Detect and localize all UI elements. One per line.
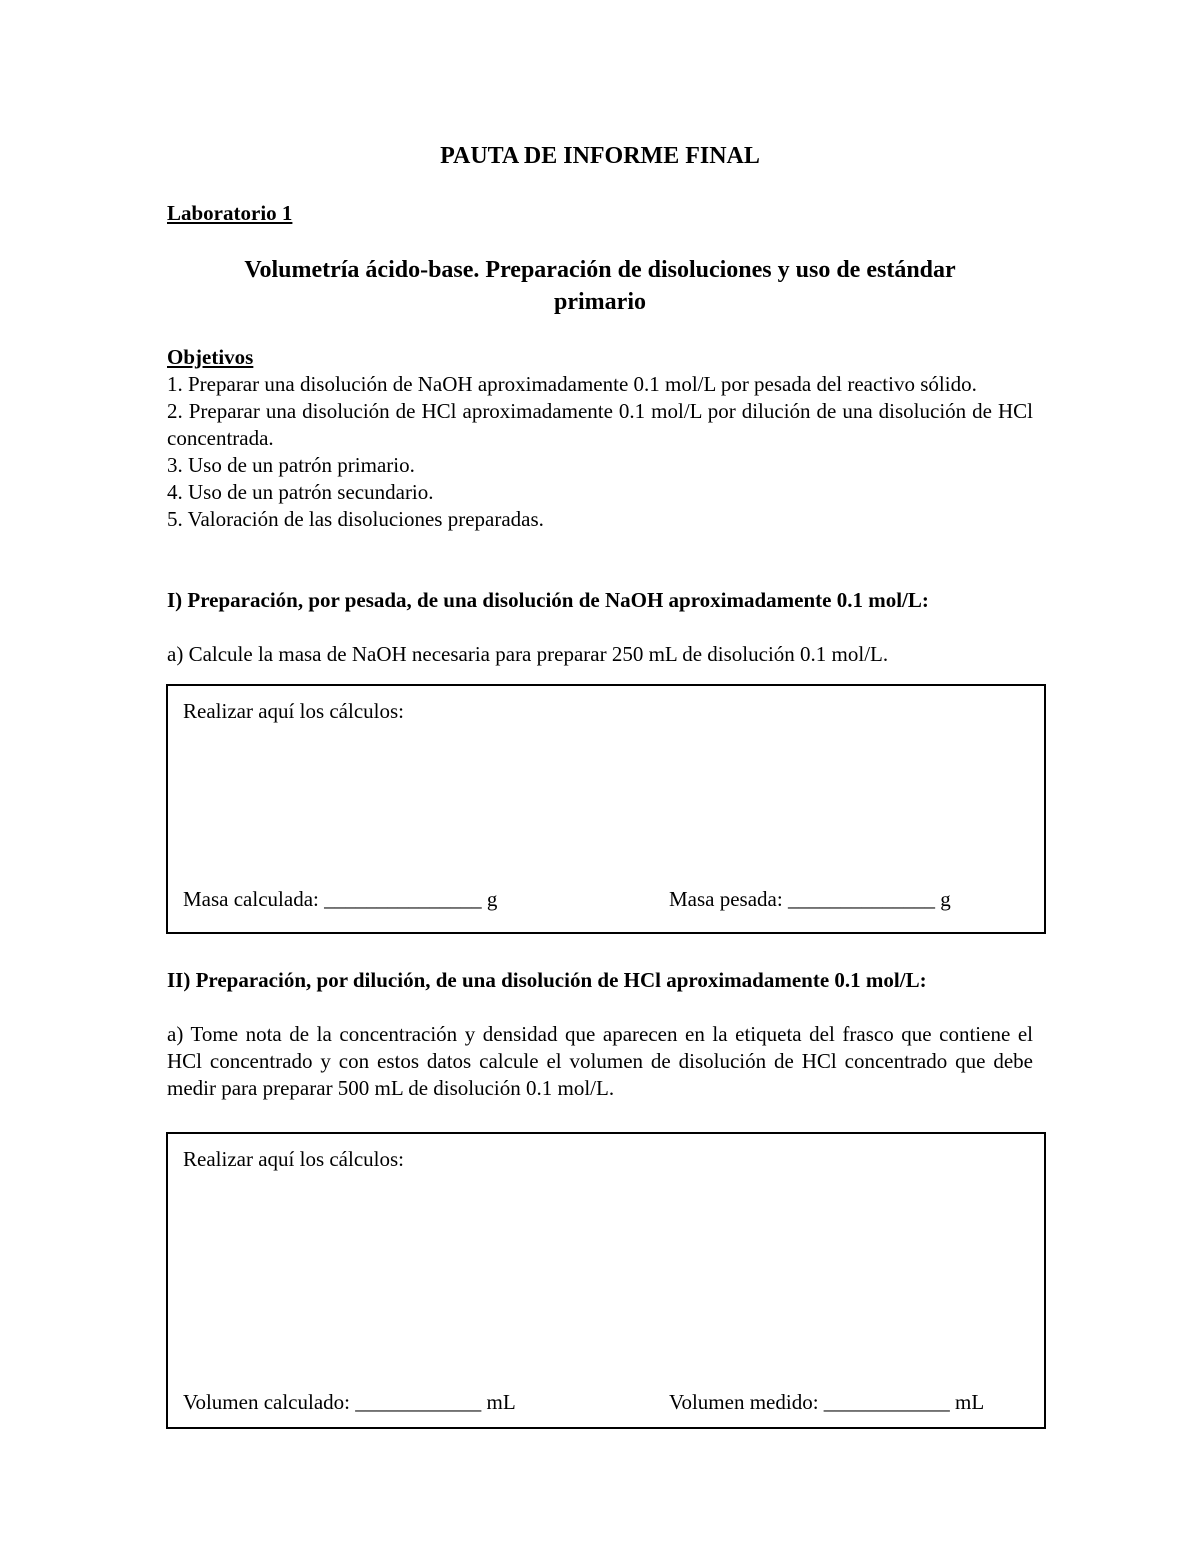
section-1-heading: I) Preparación, por pesada, de una disolución de NaOH aproximadamente 0.1 mol/L:: [167, 588, 929, 612]
objective-item: 2. Preparar una disolución de HCl aproximadamente 0.1 mol/L por dilución de una disolución de HCl concentrada.: [167, 399, 1033, 450]
document-title: PAUTA DE INFORME FINAL: [440, 143, 760, 169]
calculated-mass-field[interactable]: Masa calculada: _______________ g: [183, 887, 498, 911]
objective-item: 3. Uso de un patrón primario.: [167, 453, 415, 477]
section-1-calculation-box[interactable]: [166, 684, 1046, 934]
section-2-instruction: a) Tome nota de la concentración y densidad que aparecen en la etiqueta del frasco que contiene el HCl concentrado y con estos datos calcule el volumen de disolución de HCl concentrado que debe medir para preparar 500 mL de disolución 0.1 mol/L.: [167, 1022, 1033, 1100]
section-2-calculation-box[interactable]: [166, 1132, 1046, 1429]
subtitle-line-2: primario: [554, 289, 646, 315]
objective-item: 4. Uso de un patrón secundario.: [167, 480, 434, 504]
weighed-mass-field[interactable]: Masa pesada: ______________ g: [669, 887, 951, 911]
lab-label: Laboratorio 1: [167, 201, 293, 225]
objective-item: 1. Preparar una disolución de NaOH aproximadamente 0.1 mol/L por pesada del reactivo sólido.: [167, 372, 977, 396]
subtitle-line-1: Volumetría ácido-base. Preparación de disoluciones y uso de estándar: [244, 257, 956, 283]
document-subtitle: [167, 254, 1033, 318]
section-1-box-prompt: Realizar aquí los cálculos:: [183, 699, 405, 723]
objectives-heading: Objetivos: [167, 345, 254, 369]
objectives-list: [167, 371, 1033, 533]
calculated-volume-field[interactable]: Volumen calculado: ____________ mL: [183, 1390, 516, 1414]
section-2-heading: II) Preparación, por dilución, de una disolución de HCl aproximadamente 0.1 mol/L:: [167, 968, 927, 992]
measured-volume-field[interactable]: Volumen medido: ____________ mL: [669, 1390, 985, 1414]
objective-item: 5. Valoración de las disoluciones preparadas.: [167, 507, 544, 531]
section-1-instruction: a) Calcule la masa de NaOH necesaria para preparar 250 mL de disolución 0.1 mol/L.: [167, 642, 889, 666]
section-2-box-prompt: Realizar aquí los cálculos:: [183, 1147, 405, 1171]
